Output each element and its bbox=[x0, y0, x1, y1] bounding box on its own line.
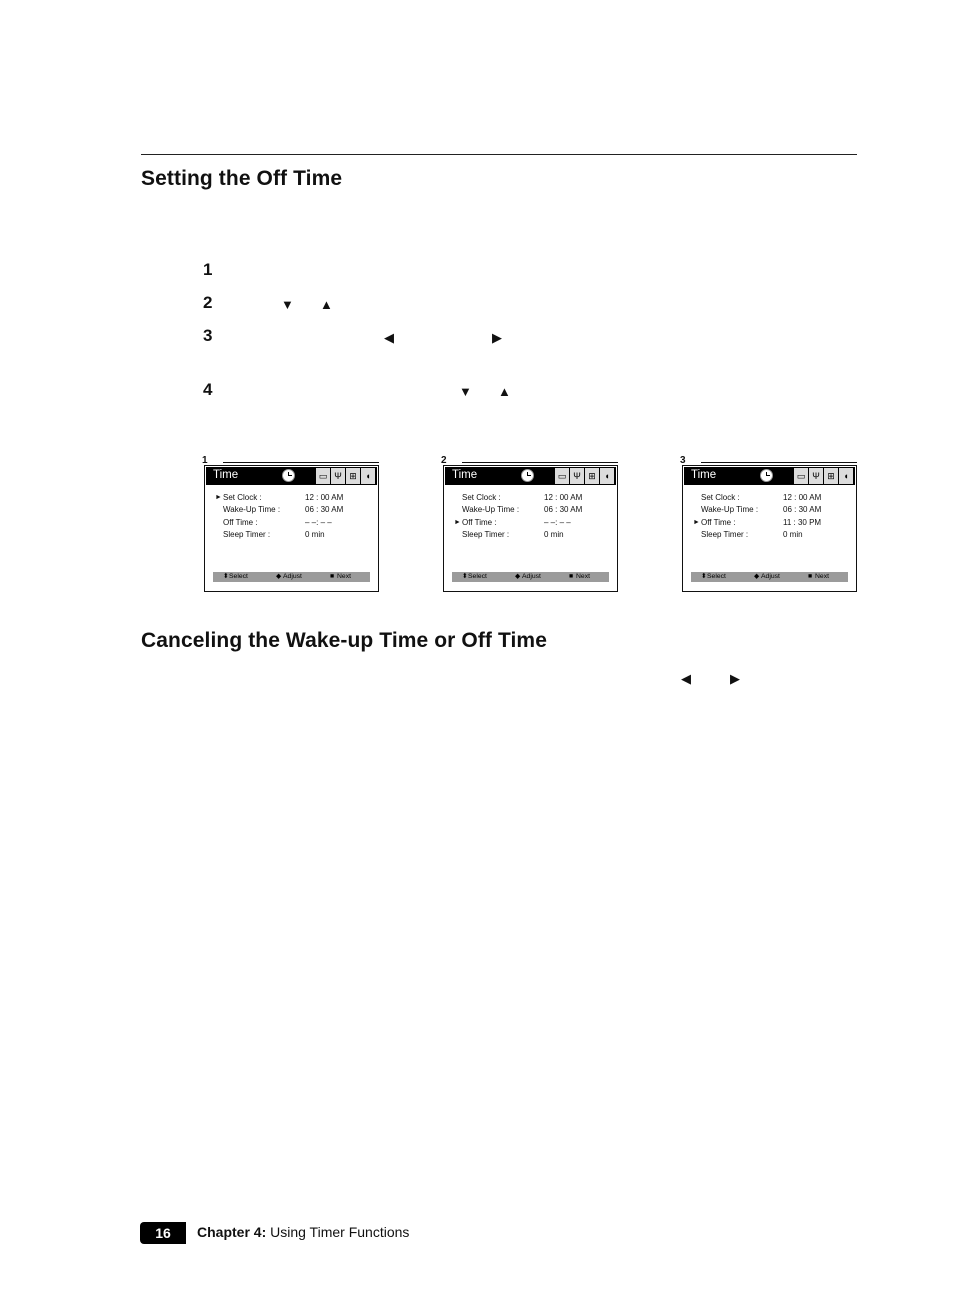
menu-row-off-time bbox=[444, 517, 617, 529]
footer-select: Select bbox=[707, 573, 726, 580]
right-arrow-icon: ▶ bbox=[730, 671, 740, 686]
section-title-off-time: Setting the Off Time bbox=[141, 167, 343, 190]
row-value: 06 : 30 AM bbox=[783, 505, 822, 515]
menu-footer-bar bbox=[691, 572, 848, 582]
row-label: Wake-Up Time : bbox=[223, 505, 281, 515]
clock-icon bbox=[282, 469, 295, 482]
row-label: Off Time : bbox=[462, 517, 497, 527]
menu-screenshot-3 bbox=[682, 455, 857, 592]
row-value: 0 min bbox=[544, 530, 564, 540]
row-value: 0 min bbox=[305, 530, 325, 540]
up-arrow-icon: ▲ bbox=[498, 384, 511, 399]
updown-icon: ⬍ bbox=[701, 573, 707, 580]
speaker-icon: ◖ bbox=[839, 468, 853, 484]
antenna-icon: Ψ bbox=[570, 468, 584, 484]
screenshot-number: 2 bbox=[441, 455, 447, 466]
left-arrow-icon: ◀ bbox=[384, 330, 394, 345]
menu-row-wake-up-time bbox=[444, 504, 617, 516]
footer-select: Select bbox=[468, 573, 487, 580]
menu-row-wake-up-time bbox=[683, 504, 856, 516]
menu-frame bbox=[204, 465, 379, 592]
footer-select: Select bbox=[229, 573, 248, 580]
row-value: 12 : 00 AM bbox=[305, 493, 344, 502]
antenna-icon: Ψ bbox=[809, 468, 823, 484]
speaker-icon: ◖ bbox=[361, 468, 375, 484]
row-label: Sleep Timer : bbox=[462, 530, 510, 540]
leftright-icon: ◆ bbox=[515, 573, 521, 580]
menu-row-set-clock bbox=[444, 492, 617, 504]
menu-frame bbox=[443, 465, 618, 592]
row-value: 11 : 30 PM bbox=[783, 517, 822, 527]
screenshot-top-rule bbox=[223, 462, 379, 463]
tv-icon: ▭ bbox=[794, 468, 808, 484]
chapter-name: Using Timer Functions bbox=[266, 1224, 410, 1240]
selection-pointer-icon: ► bbox=[215, 494, 222, 501]
row-label: Set Clock : bbox=[701, 493, 740, 502]
page-number: 16 bbox=[140, 1222, 186, 1244]
menu-title: Time bbox=[452, 469, 478, 481]
up-arrow-icon: ▲ bbox=[320, 297, 333, 312]
row-value: – –: – – bbox=[305, 517, 332, 527]
row-label: Off Time : bbox=[701, 517, 736, 527]
row-value: – –: – – bbox=[544, 517, 571, 527]
selection-pointer-icon: ► bbox=[454, 518, 461, 526]
menu-row-off-time bbox=[683, 517, 856, 529]
row-label: Set Clock : bbox=[462, 493, 501, 502]
speaker-icon: ◖ bbox=[600, 468, 614, 484]
footer-adjust: Adjust bbox=[522, 573, 541, 580]
leftright-icon: ◆ bbox=[754, 573, 760, 580]
row-label: Wake-Up Time : bbox=[701, 505, 759, 515]
menu-frame bbox=[682, 465, 857, 592]
row-value: 12 : 00 AM bbox=[544, 493, 583, 502]
step-number-1: 1 bbox=[203, 260, 213, 279]
features-icon: ⊞ bbox=[346, 468, 360, 484]
footer-next: Next bbox=[815, 573, 829, 580]
chapter-label: Chapter 4: bbox=[197, 1224, 267, 1240]
menu-title-bar bbox=[445, 467, 616, 485]
row-label: Sleep Timer : bbox=[223, 530, 271, 540]
section-title-canceling: Canceling the Wake-up Time or Off Time bbox=[141, 629, 547, 652]
screenshot-top-rule bbox=[701, 462, 857, 463]
stop-icon: ■ bbox=[330, 573, 335, 580]
row-value: 0 min bbox=[783, 530, 803, 540]
clock-icon bbox=[760, 469, 773, 482]
menu-footer-bar bbox=[452, 572, 609, 582]
menu-row-sleep-timer bbox=[205, 529, 378, 541]
stop-icon: ■ bbox=[808, 573, 813, 580]
row-value: 06 : 30 AM bbox=[544, 505, 583, 515]
tv-icon: ▭ bbox=[316, 468, 330, 484]
updown-icon: ⬍ bbox=[462, 573, 468, 580]
features-icon: ⊞ bbox=[585, 468, 599, 484]
antenna-icon: Ψ bbox=[331, 468, 345, 484]
row-value: 12 : 00 AM bbox=[783, 493, 822, 502]
left-arrow-icon: ◀ bbox=[681, 671, 691, 686]
footer-next: Next bbox=[576, 573, 590, 580]
menu-row-sleep-timer bbox=[683, 529, 856, 541]
menu-screenshot-2 bbox=[443, 455, 618, 592]
down-arrow-icon: ▼ bbox=[281, 297, 294, 312]
menu-title-bar bbox=[684, 467, 855, 485]
menu-row-set-clock bbox=[683, 492, 856, 504]
header-rule bbox=[141, 154, 857, 155]
clock-icon bbox=[521, 469, 534, 482]
row-label: Wake-Up Time : bbox=[462, 505, 520, 515]
right-arrow-icon: ▶ bbox=[492, 330, 502, 345]
row-label: Set Clock : bbox=[223, 493, 262, 502]
chapter-title bbox=[197, 1224, 409, 1240]
row-label: Off Time : bbox=[223, 517, 258, 527]
features-icon: ⊞ bbox=[824, 468, 838, 484]
footer-adjust: Adjust bbox=[283, 573, 302, 580]
row-value: 06 : 30 AM bbox=[305, 505, 344, 515]
menu-row-off-time bbox=[205, 517, 378, 529]
updown-icon: ⬍ bbox=[223, 573, 229, 580]
menu-title-bar bbox=[206, 467, 377, 485]
screenshot-top-rule bbox=[462, 462, 618, 463]
screenshot-number: 3 bbox=[680, 455, 686, 466]
leftright-icon: ◆ bbox=[276, 573, 282, 580]
footer-next: Next bbox=[337, 573, 351, 580]
screenshot-number: 1 bbox=[202, 455, 208, 466]
step-number-2: 2 bbox=[203, 293, 213, 312]
row-label: Sleep Timer : bbox=[701, 530, 749, 540]
footer-adjust: Adjust bbox=[761, 573, 780, 580]
down-arrow-icon: ▼ bbox=[459, 384, 472, 399]
selection-pointer-icon: ► bbox=[693, 518, 700, 526]
step-number-4: 4 bbox=[203, 380, 213, 399]
menu-title: Time bbox=[691, 469, 717, 481]
menu-row-wake-up-time bbox=[205, 504, 378, 516]
menu-footer-bar bbox=[213, 572, 370, 582]
stop-icon: ■ bbox=[569, 573, 574, 580]
tv-icon: ▭ bbox=[555, 468, 569, 484]
menu-title: Time bbox=[213, 469, 239, 481]
step-number-3: 3 bbox=[203, 326, 213, 345]
menu-row-set-clock bbox=[205, 492, 378, 504]
menu-screenshot-1 bbox=[204, 455, 379, 592]
menu-row-sleep-timer bbox=[444, 529, 617, 541]
